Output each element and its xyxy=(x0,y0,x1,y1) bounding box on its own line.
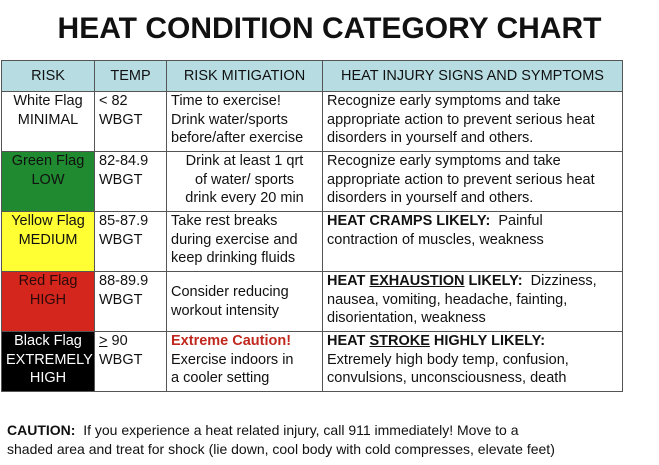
symptoms-cell xyxy=(323,92,623,152)
temp-cell xyxy=(95,332,167,392)
caution-label: CAUTION: xyxy=(7,422,76,438)
table-row-red-flag xyxy=(2,272,623,332)
symptom-line: Recognize early symptoms and take xyxy=(327,153,561,169)
temp-unit: WBGT xyxy=(99,231,143,248)
flag-name: White Flag xyxy=(13,93,83,109)
flag-name: Yellow Flag xyxy=(11,213,85,229)
symptom-lead: Painful xyxy=(498,213,543,229)
temp-range xyxy=(99,332,162,351)
table-row-black-flag xyxy=(2,332,623,392)
table-row-white-flag xyxy=(2,92,623,152)
risk-level: MINIMAL xyxy=(17,111,79,128)
header-risk: RISK xyxy=(2,61,95,92)
caution-line-2: shaded area and treat for shock (lie down, cool body with cold compresses, elevate feet) xyxy=(7,441,555,457)
risk-level: MEDIUM xyxy=(18,231,78,248)
symptom-heading: HEAT CRAMPS LIKELY: xyxy=(327,213,491,229)
temp-range: 85-87.9 xyxy=(99,213,149,229)
risk-level: HIGH xyxy=(29,370,67,386)
temp-unit: WBGT xyxy=(99,351,143,368)
header-symptoms: HEAT INJURY SIGNS AND SYMPTOMS xyxy=(323,61,623,92)
table-row-green-flag xyxy=(2,152,623,212)
temp-unit: WBGT xyxy=(99,111,143,128)
symptom-line: nausea, vomiting, headache, fainting, xyxy=(327,291,568,308)
caution-text: If you experience a heat related injury, call 911 immediately! Move to a xyxy=(83,422,519,438)
symptom-line: appropriate action to prevent serious heat xyxy=(327,111,595,128)
flag-cell-red xyxy=(2,272,95,332)
flag-name: Red Flag xyxy=(18,273,78,289)
symptom-line: disorders in yourself and others. xyxy=(327,130,534,146)
mitigation-line: of water/ sports xyxy=(194,171,295,188)
mitigation-line: during exercise and xyxy=(171,231,298,248)
symptom-line: convulsions, unconsciousness, death xyxy=(327,370,567,386)
risk-level: EXTREMELY xyxy=(6,351,93,368)
symptom-heading-line xyxy=(327,272,618,291)
mitigation-line: workout intensity xyxy=(171,302,279,319)
symptoms-cell xyxy=(323,272,623,332)
header-temp: TEMP xyxy=(95,61,167,92)
temp-range: < 82 xyxy=(99,93,128,109)
temp-cell xyxy=(95,92,167,152)
page-title: HEAT CONDITION CATEGORY CHART xyxy=(57,12,602,45)
symptom-heading: HEAT xyxy=(327,273,366,289)
symptom-lead: Dizziness, xyxy=(530,273,597,289)
symptom-line: Recognize early symptoms and take xyxy=(327,93,561,109)
table-row-yellow-flag xyxy=(2,212,623,272)
temp-cell xyxy=(95,212,167,272)
symptoms-cell xyxy=(323,152,623,212)
header-mitigation: RISK MITIGATION xyxy=(167,61,323,92)
symptoms-cell xyxy=(323,212,623,272)
symptom-heading-line xyxy=(327,332,618,351)
flag-cell-green xyxy=(2,152,95,212)
greater-equal-symbol: > xyxy=(99,333,108,349)
caution-line-1 xyxy=(7,421,657,440)
mitigation-line: drink every 20 min xyxy=(185,190,304,206)
mitigation-line: keep drinking fluids xyxy=(171,250,296,266)
mitigation-line: a cooler setting xyxy=(171,370,270,386)
caution-note xyxy=(7,421,657,459)
symptom-heading: HIGHLY LIKELY: xyxy=(433,333,546,349)
symptom-heading: HEAT xyxy=(327,333,366,349)
mitigation-line: Drink water/sports xyxy=(171,111,288,128)
mitigation-cell xyxy=(167,92,323,152)
mitigation-line: Consider reducing xyxy=(171,284,289,300)
temp-range: 82-84.9 xyxy=(99,153,149,169)
table-header-row xyxy=(2,61,623,92)
temp-value: 90 xyxy=(111,333,128,349)
risk-level: LOW xyxy=(31,171,65,188)
extreme-caution-alert: Extreme Caution! xyxy=(171,333,292,349)
mitigation-line: Drink at least 1 qrt xyxy=(185,153,304,169)
mitigation-line: Take rest breaks xyxy=(171,213,278,229)
flag-name: Green Flag xyxy=(11,153,85,169)
risk-level: HIGH xyxy=(29,291,67,308)
temp-cell xyxy=(95,152,167,212)
mitigation-cell xyxy=(167,332,323,392)
flag-cell-yellow xyxy=(2,212,95,272)
symptom-heading-line xyxy=(327,212,618,231)
symptom-line: disorders in yourself and others. xyxy=(327,190,534,206)
mitigation-cell xyxy=(167,272,323,332)
mitigation-line: Time to exercise! xyxy=(171,93,281,109)
mitigation-line: Exercise indoors in xyxy=(171,351,294,368)
symptom-line: appropriate action to prevent serious heat xyxy=(327,171,595,188)
flag-cell-white xyxy=(2,92,95,152)
symptom-heading-emphasis: EXHAUSTION xyxy=(369,273,465,289)
flag-name: Black Flag xyxy=(14,333,82,349)
temp-range: 88-89.9 xyxy=(99,273,149,289)
temp-unit: WBGT xyxy=(99,291,143,308)
flag-cell-black xyxy=(2,332,95,392)
mitigation-line: before/after exercise xyxy=(171,130,304,146)
temp-unit: WBGT xyxy=(99,171,143,188)
symptom-line: contraction of muscles, weakness xyxy=(327,231,544,248)
symptoms-cell xyxy=(323,332,623,392)
mitigation-cell xyxy=(167,212,323,272)
mitigation-cell xyxy=(167,152,323,212)
symptom-line: disorientation, weakness xyxy=(327,310,486,326)
heat-category-table xyxy=(1,60,623,392)
symptom-heading-emphasis: STROKE xyxy=(369,333,430,349)
temp-cell xyxy=(95,272,167,332)
symptom-line: Extremely high body temp, confusion, xyxy=(327,351,569,368)
symptom-heading: LIKELY: xyxy=(468,273,523,289)
